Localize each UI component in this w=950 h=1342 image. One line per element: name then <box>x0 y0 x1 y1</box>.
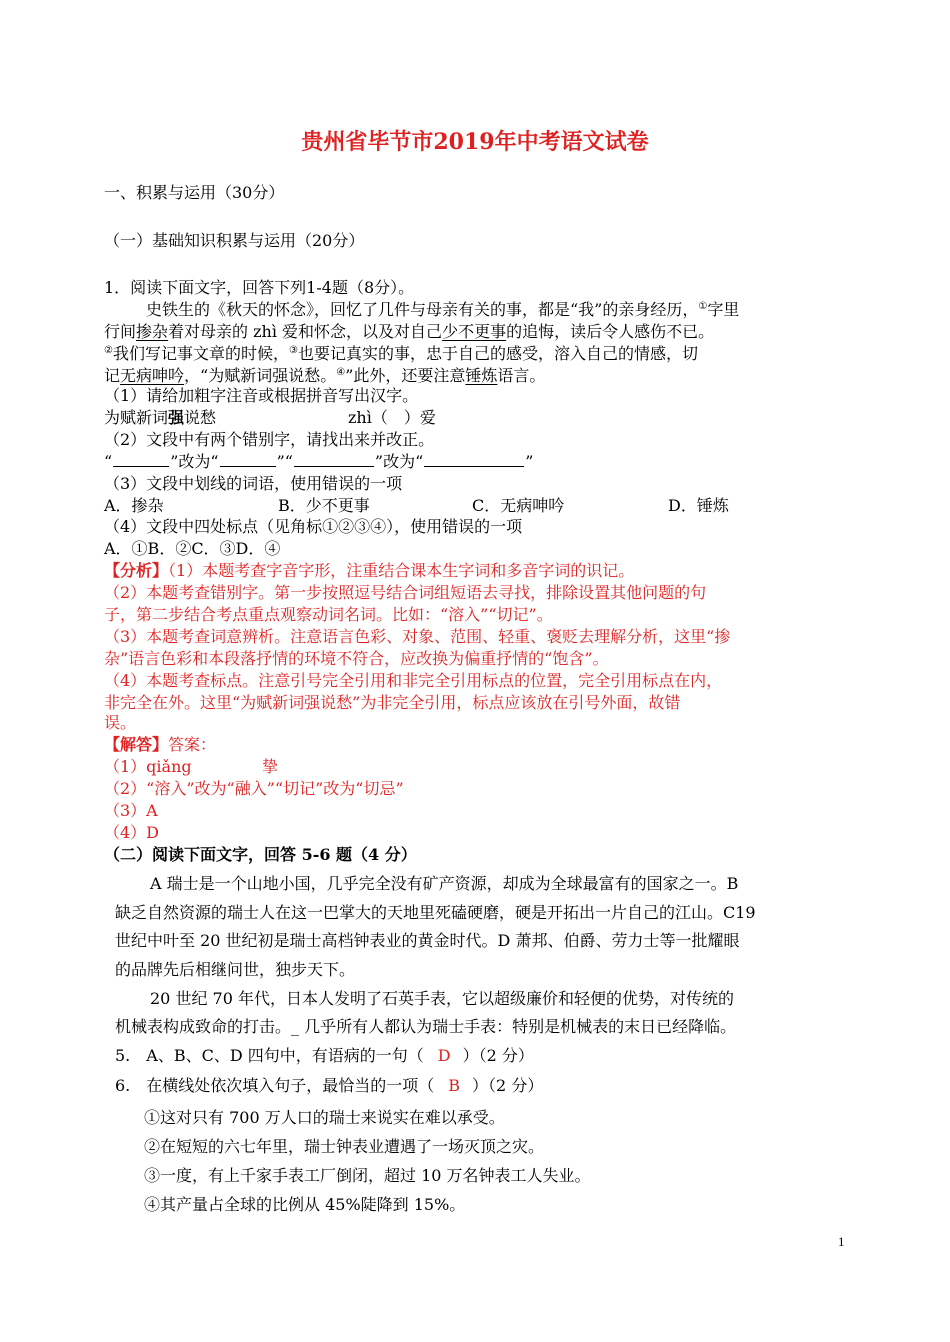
answer-blank[interactable] <box>220 452 276 467</box>
question-5: 5. A、B、C、D 四句中，有语病的一句（ D ）（2 分） <box>115 1046 534 1065</box>
answer-line: （3）A <box>104 801 158 820</box>
question-1-stem: 1．阅读下面文字，回答下列1-4题（8分）。 <box>104 278 415 297</box>
page-title: 贵州省毕节市2019年中考语文试卷 <box>301 129 649 155</box>
reading-passage-line: A 瑞士是一个山地小国，几乎完全没有矿产资源，却成为全球最富有的国家之一。B <box>150 874 739 893</box>
answer-tag: 【解答】 <box>104 735 169 754</box>
footnote-mark: ③ <box>288 345 298 356</box>
footnote-mark: ② <box>104 345 113 356</box>
answer-line: 挚 <box>262 757 279 776</box>
analysis-line: （2）本题考查错别字。第一步按照逗号结合词组短语去寻找，排除设置其他问题的句 <box>104 583 707 602</box>
page-number: 1 <box>838 1234 845 1249</box>
analysis-line: 杂”语言色彩和本段落抒情的环境不符合，应改换为偏重抒情的“饱含”。 <box>104 649 609 668</box>
answer-line: （2）“溶入”改为“融入”“切记”改为“切忌” <box>104 779 404 798</box>
underlined-word: 少不更事 <box>442 322 507 341</box>
analysis-line: 子，第二步结合考点重点观察动词名词。比如：“溶入”“切记”。 <box>104 605 553 624</box>
analysis-line: （4）本题考查标点。注意引号完全引用和非完全引用标点的位置，完全引用标点在内， <box>104 671 723 690</box>
answer-line: （1）qiǎng <box>104 757 192 776</box>
option-line: ③一度，有上千家手表工厂倒闭，超过 10 万名钟表工人失业。 <box>144 1166 591 1185</box>
reading-passage-line: 的品牌先后相继问世，独步天下。 <box>115 960 356 979</box>
bold-char: 强 <box>168 408 185 427</box>
reading-passage-line: 机械表构成致命的打击。_ 几乎所有人都认为瑞士手表：特别是机械表的末日已经降临。 <box>115 1017 737 1036</box>
answer-line: （4）D <box>104 823 160 842</box>
reading-passage-line: 缺乏自然资源的瑞士人在这一巴掌大的天地里死磕硬磨，硬是开拓出一片自己的江山。C19 <box>115 903 756 922</box>
reading-passage-line: 世纪中叶至 20 世纪初是瑞士高档钟表业的黄金时代。D 萧邦、伯爵、劳力士等一批耀眼 <box>115 931 740 950</box>
subquestion-content: zhì（ ）爱 <box>348 408 436 427</box>
options-line: A．①B．②C．③D．④ <box>104 539 281 558</box>
analysis-line: 误。 <box>104 713 137 732</box>
passage-line: 史铁生的《秋天的怀念》，回忆了几件与母亲有关的事，都是“我”的亲身经历，①字里 <box>146 300 740 319</box>
reading-passage-line: 20 世纪 70 年代，日本人发明了石英手表，它以超级廉价和轻便的优势，对传统的 <box>150 989 734 1008</box>
section-heading: 一、积累与运用（30分） <box>104 183 285 202</box>
subquestion: （2）文段中有两个错别字，请找出来并改正。 <box>104 430 435 449</box>
footnote-mark: ④ <box>336 367 346 378</box>
footnote-mark: ① <box>698 301 708 312</box>
subquestion: （4）文段中四处标点（见角标①②③④），使用错误的一项 <box>104 517 523 536</box>
subsection-heading: （二）阅读下面文字，回答 5-6 题（4 分） <box>104 845 417 864</box>
underlined-word: 无病呻吟 <box>120 366 185 385</box>
analysis-tag: 【分析】 <box>104 561 169 580</box>
subquestion: （3）文段中划线的词语，使用错误的一项 <box>104 474 403 493</box>
underlined-word: 掺杂 <box>136 322 169 341</box>
analysis-line: 【分析】（1）本题考查字音字形，注重结合课本生字词和多音字词的识记。 <box>104 561 635 580</box>
underlined-word: 锤炼 <box>465 366 498 385</box>
option-line: ②在短短的六七年里，瑞士钟表业遭遇了一场灭顶之灾。 <box>144 1137 545 1156</box>
subsection-heading: （一）基础知识积累与运用（20分） <box>104 231 365 250</box>
option-a: A．掺杂 <box>104 496 164 515</box>
subquestion-content: 为赋新词强说愁 <box>104 408 217 427</box>
option-c: C．无病呻吟 <box>472 496 565 515</box>
answer-blank[interactable] <box>294 452 374 467</box>
option-b: B．少不更事 <box>278 496 370 515</box>
question-6-answer: B <box>448 1076 461 1095</box>
question-6: 6. 在横线处依次填入句子，最恰当的一项（ B ）（2 分） <box>115 1076 544 1095</box>
fill-blank-line: “ ”改为“ ”“ ”改为“ ” <box>104 452 534 471</box>
answer-blank[interactable] <box>113 452 169 467</box>
analysis-line: （3）本题考查词意辨析。注意语言色彩、对象、范围、轻重、褒贬去理解分析，这里“掺 <box>104 627 731 646</box>
analysis-line: 非完全在外。这里“为赋新词强说愁”为非完全引用，标点应该放在引号外面，故错 <box>104 693 681 712</box>
answer-blank[interactable] <box>424 452 524 467</box>
passage-line: ②我们写记事文章的时候，③也要记真实的事，忠于自己的感受，溶入自己的情感，切 <box>104 344 698 363</box>
option-d: D．锤炼 <box>668 496 729 515</box>
passage-line: 行间掺杂着对母亲的 zhì 爱和怀念，以及对自己少不更事的追悔，读后令人感伤不已。 <box>104 322 715 341</box>
option-line: ①这对只有 700 万人口的瑞士来说实在难以承受。 <box>144 1108 505 1127</box>
question-5-answer: D <box>437 1046 451 1065</box>
answer-line: 【解答】答案： <box>104 735 217 754</box>
option-line: ④其产量占全球的比例从 45%陡降到 15%。 <box>144 1195 466 1214</box>
subquestion: （1）请给加粗字注音或根据拼音写出汉字。 <box>104 386 419 405</box>
passage-line: 记无病呻吟，“为赋新词强说愁。④”此外，还要注意锤炼语言。 <box>104 366 546 385</box>
